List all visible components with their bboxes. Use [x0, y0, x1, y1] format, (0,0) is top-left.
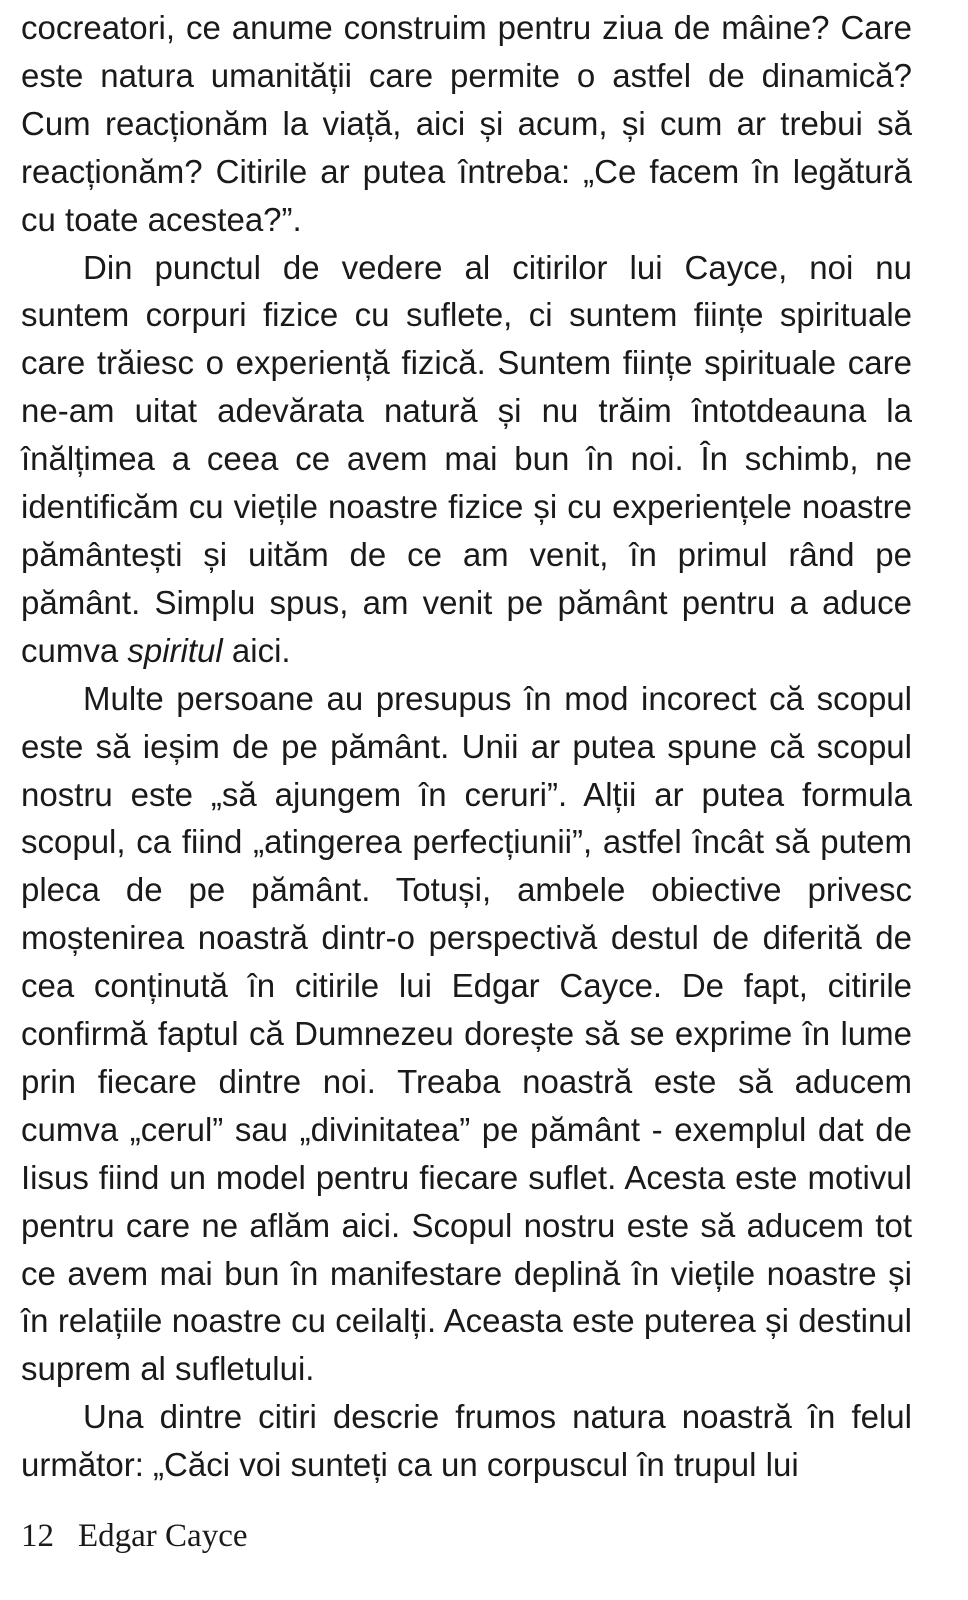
running-title: Edgar Cayce	[78, 1518, 248, 1554]
emphasized-word: spiritul	[127, 631, 223, 669]
book-page	[21, 4, 912, 1489]
page-footer	[21, 1516, 248, 1556]
paragraph-spiritual-beings	[21, 244, 912, 675]
paragraph-text: aici.	[222, 631, 291, 669]
paragraph-text: Din punctul de vedere al citirilor lui Cayce, noi nu suntem corpuri fizice cu suflete, ci suntem ființe spirituale care trăiesc o experiență fizică. Suntem ființe spirituale care ne-am uitat adevărata natură și nu trăim întotdeauna la înălțimea a ceea ce avem mai bun în noi. În schimb, ne identificăm cu viețile noastre fizice și cu experiențele noastre pământești și uităm de ce am venit, în primul rând pe pământ. Simplu spus, am venit pe pământ pentru a aduce cumva	[21, 248, 912, 669]
paragraph-continuation: cocreatori, ce anume construim pentru ziua de mâine? Care este natura umanității care permite o astfel de dinamică? Cum reacționăm la viață, aici și acum, și cum ar trebui să reacționăm? Citirile ar putea întreba: „Ce facem în legătură cu toate acestea?”.	[21, 9, 912, 238]
paragraph-purpose: Multe persoane au presupus în mod incorect că scopul este să ieșim de pe pământ. Unii ar putea spune că scopul nostru este „să ajungem în ceruri”. Alții ar putea formula scopul, ca fiind „atingerea perfecțiunii”, astfel încât să putem pleca de pe pământ. Totuși, ambele obiective privesc moștenirea noastră dintr-o perspectivă destul de diferită de cea conținută în citirile lui Edgar Cayce. De fapt, citirile confirmă faptul că Dumnezeu dorește să se exprime în lume prin fiecare dintre noi. Treaba noastră este să aducem cumva „cerul” sau „divinitatea” pe pământ - exemplul dat de Iisus fiind un model pentru fiecare suflet. Acesta este motivul pentru care ne aflăm aici. Scopul nostru este să aducem tot ce avem mai bun în manifestare deplină în viețile noastre și în relațiile noastre cu ceilalți. Aceasta este puterea și destinul suprem al sufletului.	[21, 679, 912, 1388]
paragraph-readings-quote: Una dintre citiri descrie frumos natura noastră în felul următor: „Căci voi sunteți ca un corpuscul în trupul lui	[21, 1398, 912, 1484]
page-number: 12	[21, 1518, 54, 1554]
